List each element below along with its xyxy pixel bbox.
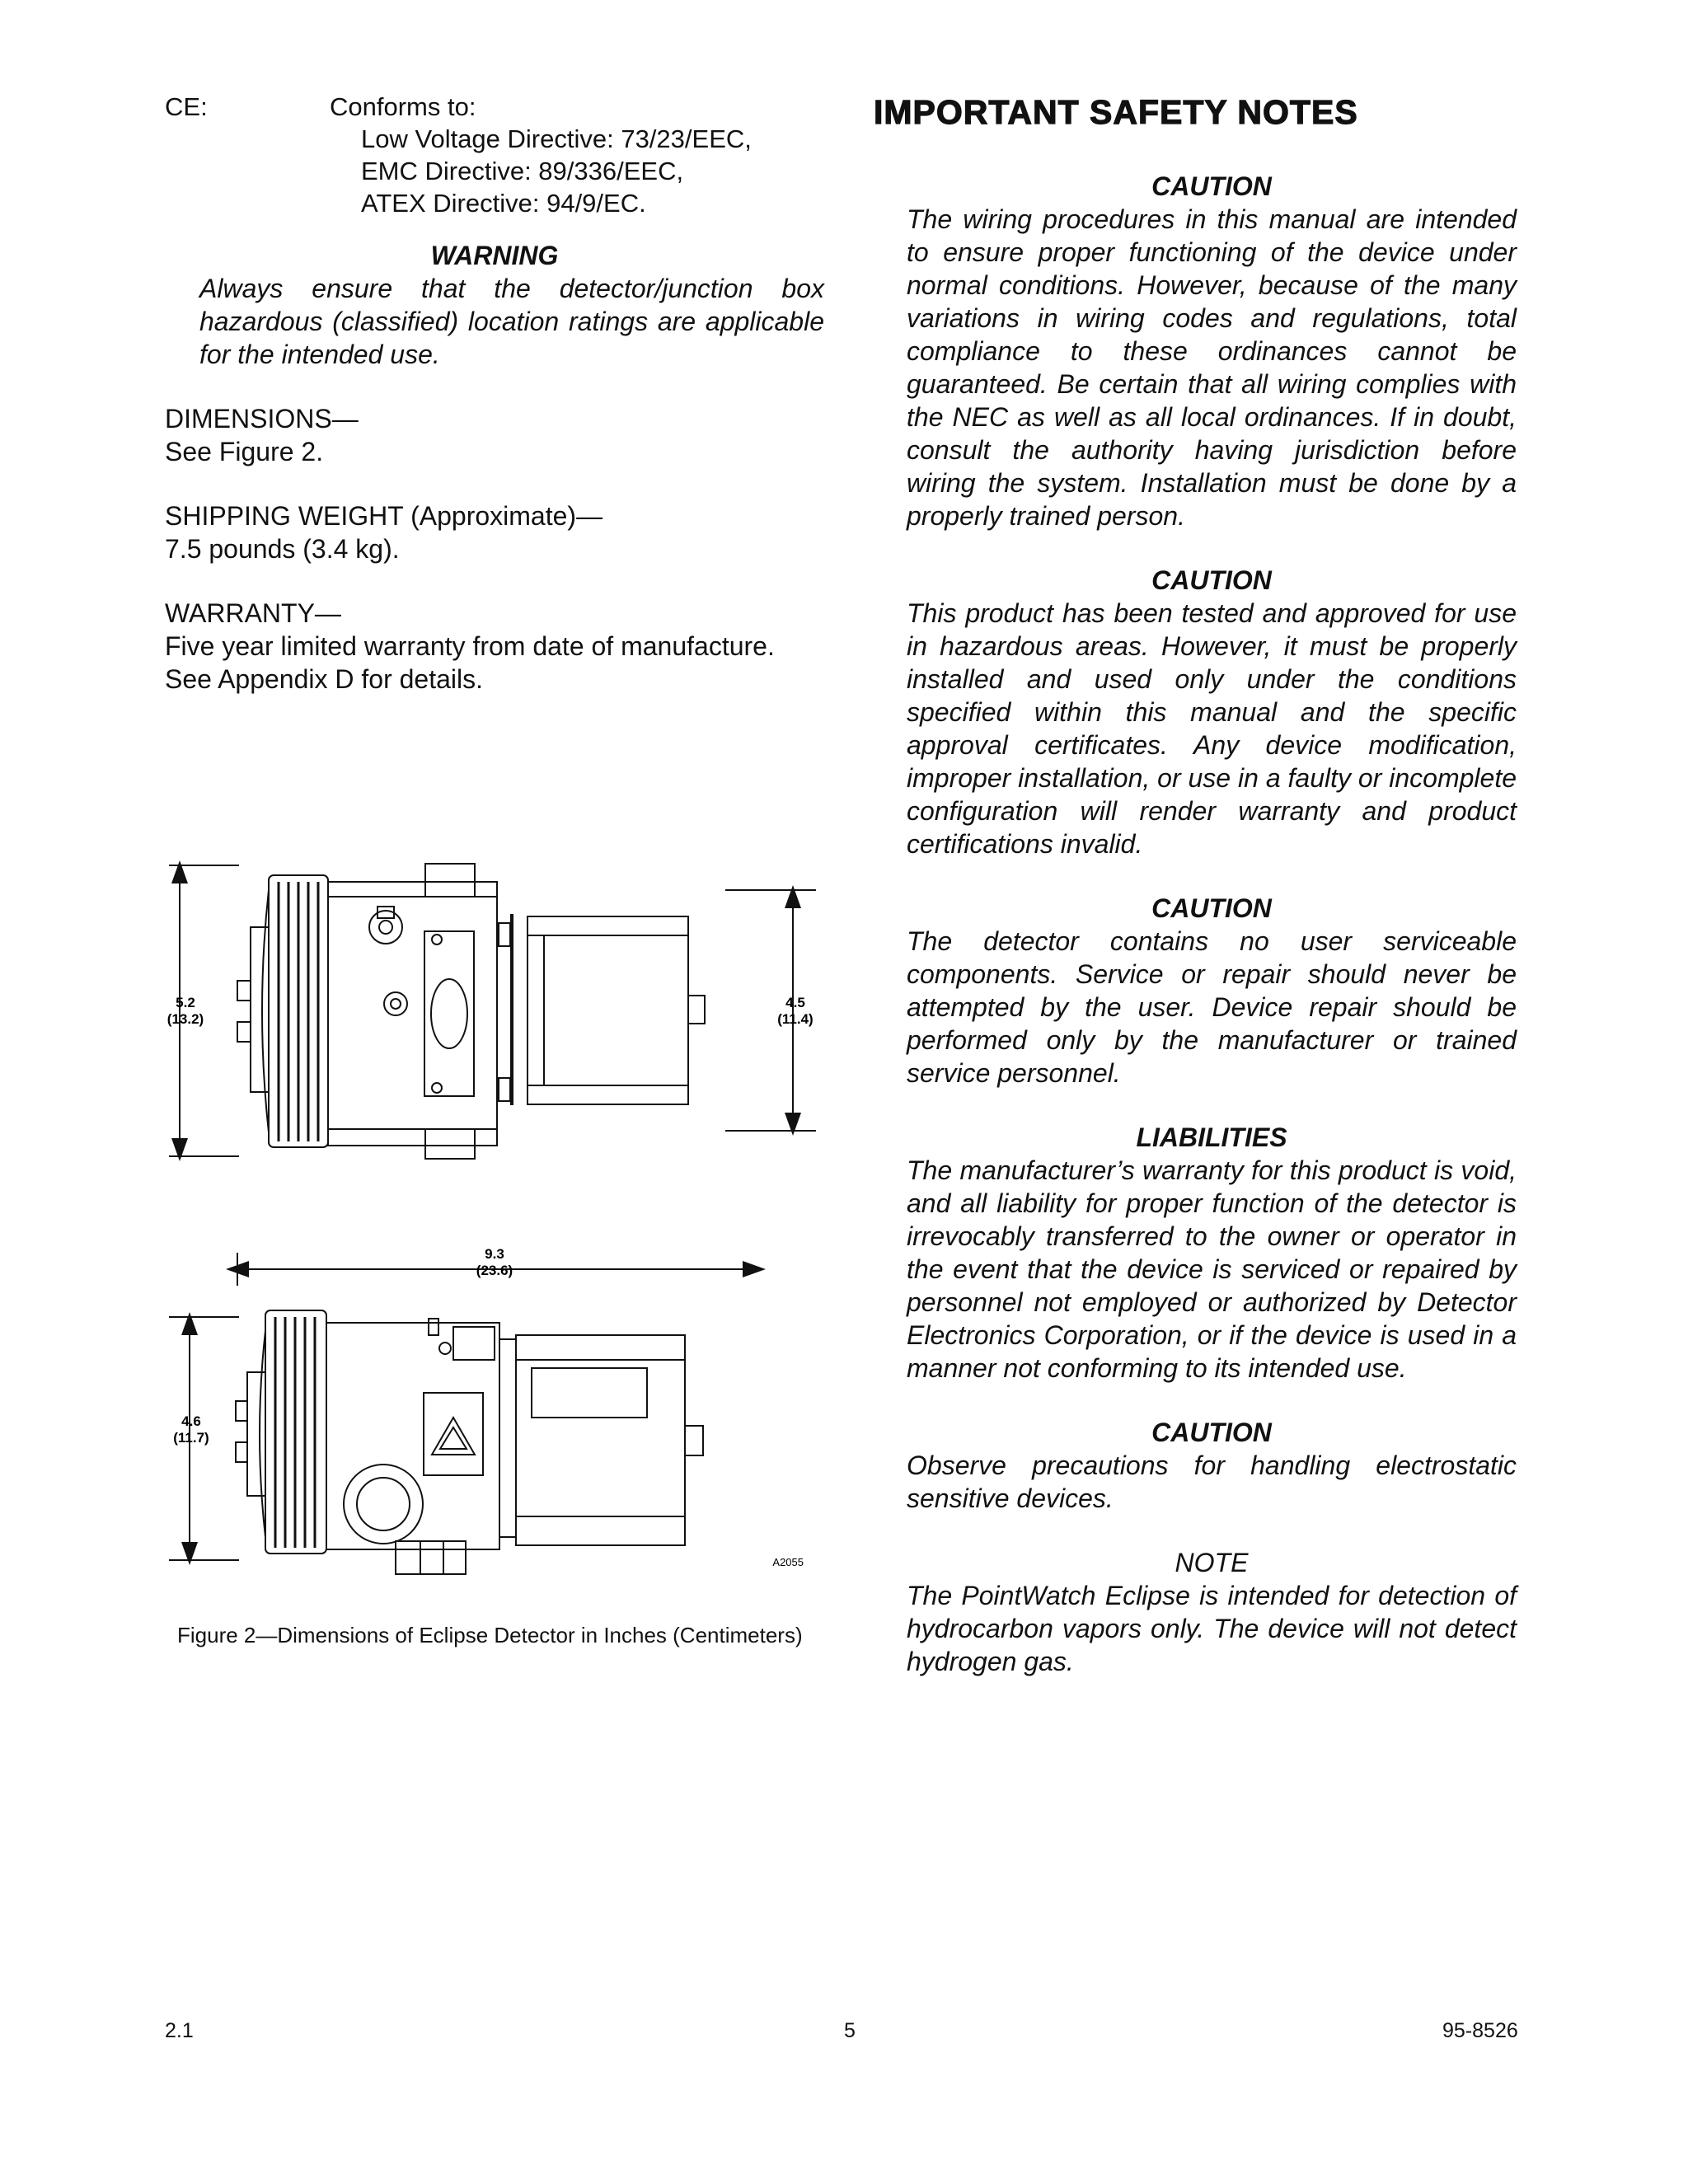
ce-label: CE:	[165, 92, 208, 121]
caution-heading-3: CAUTION	[1151, 893, 1272, 923]
right-column	[874, 91, 1517, 1678]
detector-dimension-figure	[165, 857, 824, 1582]
warning-heading: WARNING	[430, 241, 559, 270]
ce-conformance	[165, 91, 824, 219]
ce-directive-low-voltage: Low Voltage Directive: 73/23/EEC,	[361, 124, 752, 153]
caution-text-3: The detector contains no user serviceable components. Service or repair should never be attempted by the user. Device repair should be performed only by the manufacturer or trained service personnel.	[907, 926, 1517, 1088]
shipping-weight-title: SHIPPING WEIGHT (Approximate)—	[165, 501, 603, 531]
dim-length-cm: (23.6)	[476, 1263, 513, 1278]
caution-text-2: This product has been tested and approved for use in hazardous areas. However, it must be properly installed and used only under the conditions specified within this manual and the specific approval certificates. Any device modification, improper installation, or use in a faulty or incomplete configuration will render warranty and product certifications invalid.	[907, 598, 1517, 859]
note-text: The PointWatch Eclipse is intended for detection of hydrocarbon vapors only. The device will not detect hydrogen gas.	[907, 1581, 1517, 1676]
liabilities-heading: LIABILITIES	[1136, 1122, 1287, 1152]
dim-front-height-cm: (11.4)	[777, 1011, 814, 1027]
caution-heading-4: CAUTION	[1151, 1418, 1272, 1447]
dim-top-height-cm: (11.7)	[173, 1430, 209, 1446]
detector-drawing	[165, 857, 824, 1582]
caution-heading-1: CAUTION	[1151, 171, 1272, 201]
dim-length-in: 9.3	[485, 1246, 504, 1262]
ce-directive-emc: EMC Directive: 89/336/EEC,	[361, 157, 684, 185]
warranty-body-2: See Appendix D for details.	[165, 664, 484, 694]
caution-text-4: Observe precautions for handling electrostatic sensitive devices.	[907, 1451, 1517, 1513]
safety-notes-title: IMPORTANT SAFETY NOTES	[874, 93, 1358, 131]
dim-side-height-cm: (13.2)	[166, 1011, 204, 1027]
dimensions-body: See Figure 2.	[165, 437, 324, 466]
dim-side-height-in: 5.2	[176, 995, 195, 1010]
caution-heading-2: CAUTION	[1151, 565, 1272, 595]
dimensions-title: DIMENSIONS—	[165, 404, 359, 434]
safety-notes	[907, 170, 1517, 1678]
dim-front-height-in: 4.5	[785, 995, 805, 1010]
caution-text-1: The wiring procedures in this manual are intended to ensure proper functioning of the device under normal conditions. However, because of the many variations in wiring codes and regulations, total compliance to these ordinances cannot be guaranteed. Be certain that all wiring complies with the NEC as well as all local ordinances. If in doubt, consult the authority having jurisdiction before wiring the system. Installation must be done by a properly trained person.	[907, 204, 1517, 531]
ce-directive-atex: ATEX Directive: 94/9/EC.	[361, 189, 646, 218]
footer-revision: 2.1	[165, 2019, 194, 2042]
ce-conforms: Conforms to:	[330, 92, 476, 121]
footer-document-number: 95-8526	[1442, 2019, 1518, 2042]
left-column	[165, 91, 824, 696]
footer-page-number: 5	[844, 2019, 856, 2042]
dim-top-height-in: 4.6	[181, 1413, 201, 1429]
figure-caption: Figure 2—Dimensions of Eclipse Detector in Inches (Centimeters)	[177, 1623, 803, 1647]
drawing-id: A2055	[772, 1556, 804, 1568]
shipping-weight-body: 7.5 pounds (3.4 kg).	[165, 534, 400, 564]
warning-text: Always ensure that the detector/junction box hazardous (classified) location ratings are applicable for the intended use.	[199, 274, 824, 369]
warranty-body-1: Five year limited warranty from date of manufacture.	[165, 631, 775, 661]
note-heading: NOTE	[1175, 1548, 1249, 1577]
liabilities-text: The manufacturer’s warranty for this product is void, and all liability for proper function of the detector is irrevocably transferred to the owner or operator in the event that the device is serviced or repaired by personnel not employed or authorized by Detector Electronics Corporation, or if the device is used in a manner not conforming to its intended use.	[907, 1155, 1517, 1383]
warranty-title: WARRANTY—	[165, 598, 341, 628]
